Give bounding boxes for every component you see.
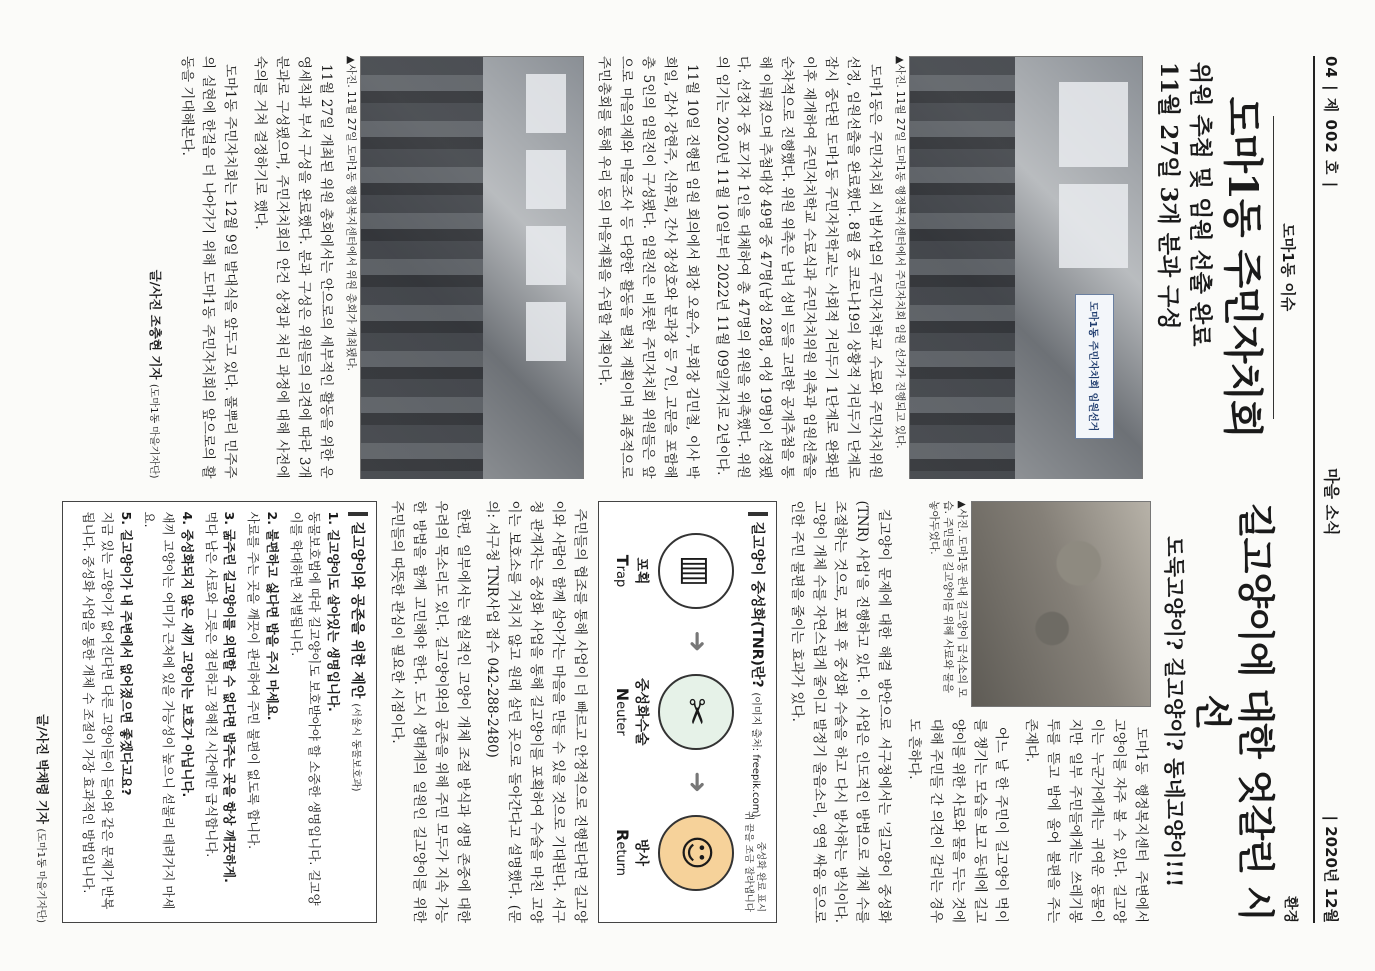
tnr-step-en: Return xyxy=(612,829,632,877)
page-header xyxy=(1313,56,1351,923)
tnr-steps xyxy=(613,512,734,913)
arrow-right-icon: ➜ xyxy=(681,771,712,794)
tnr-step-neuter xyxy=(613,652,734,771)
tip-item: 3. 굶주린 길고양이를 외면할 수 없다면 밥주는 곳을 항상 깨끗하게. 먹다 남은 사료와 그릇은 정리하고 정해진 시간에만 급식합니다. xyxy=(203,511,238,883)
cats-paragraph-d: 주민들의 협조를 통해 사업이 더 빠르고 안정적으로 진행된다면 길고양이와 사람이 함께 살아가는 마을을 만들 수 있을 것으로 기대된다. 서구청 관계자는 중성화 사업을 통해 길고양이를 포획하여 수술을 마친 고양이는 보호소를 거치지 않고 원래 살던 곳으로 돌아간다고 설명했다. (문의: 서구청 TNR사업 접수 042-288-2480) xyxy=(484,500,588,923)
article-kicker: 도마1동 이슈 xyxy=(1273,116,1301,419)
election-banner-text: 도마1동 주민자치회 임원선거 xyxy=(1087,301,1099,432)
byline-affiliation: (도마1동 마을기자단) xyxy=(35,828,47,923)
article-paragraph-1: 도마1동은 주민자치회 시범사업의 주민자치학교 수료와 주민자치위원 선정, 임원선출을 완료했다. 8월 중 코로나19의 상황적 거리두기 단계로 잠시 중단된 도마1동 주민자치학교는 사회적 거리두기 1단계로 완화된 이후 재개하여 주민자치학교 수료식과 주민자치위원 위촉과 임원선출을 순차적으로 진행했다. 위원 위촉은 남녀 성비 등을 고려한 공개추첨을 통해 이뤄졌으며 추첨대상 49명 중 47명(남성 28명, 여성 19명)이 선정됐다. 선정자 중 포기자 1인을 대체하여 총 47명의 위원을 위촉했다. 위원의 임기는 2020년 11월 10일부터 2022년 11월 09일까지로 2년이다. xyxy=(713,56,883,479)
tnr-step-trap xyxy=(613,512,734,631)
arrow-right-icon: ➜ xyxy=(681,630,712,653)
general-meeting-photo xyxy=(360,56,584,479)
article-headline: 도마1동 주민자치회 xyxy=(1219,96,1266,438)
cage-icon: ▥ xyxy=(658,533,734,609)
cat-feeding-photo xyxy=(971,501,1151,707)
article-category: 환경 xyxy=(1282,895,1298,923)
tnr-infobox xyxy=(598,501,777,924)
article-resident-council xyxy=(13,56,1303,479)
cats-paragraph-c: 길고양이 문제에 대한 해결 방안으로 서구청에서는 '길고양이 중성화(TNR) 사업'을 진행하고 있다. 이 사업은 인도적인 방법으로 개체 수를 조절하는 것으로, 포획 후 중성화 수술을 하고 다시 방사하는 방식이다. 고양이 개체 수를 자연스럽게 줄이고 발정기 울음소리, 영역 싸움 등으로 인한 주민 불편을 줄이는 효과가 있다. xyxy=(788,500,893,923)
article-subhead-2: 11월 27일 3개 분과 구성 xyxy=(1155,62,1183,330)
tnr-step-label: 방사 xyxy=(632,838,649,867)
article-subhead-1: 위원 추첨 및 임원 선출 완료 xyxy=(1187,62,1214,347)
tips-title-text: 길고양이와 공존을 위한 제안 xyxy=(349,521,366,699)
cats-headline: 길고양이에 대한 엇갈린 시선 xyxy=(1191,502,1278,921)
cats-paragraph-e: 한편, 일부에서는 현실적인 고양이 개체 조절 방식과 생명 존중에 대한 우려의 목소리도 있다. 길고양이와의 공존을 위해 주민 모두가 지속 가능한 방법을 함께 고민해야 한다. 도시 생태계의 일원인 길고양이를 위한 주민들의 따뜻한 관심이 필요한 시점이다. xyxy=(388,500,471,923)
cats-paragraph-a: 도마1동 행정복지센터 주변에서 고양이를 자주 볼 수 있다. 길고양이는 누군가에게는 귀여운 동물이지만 일부 주민들에게는 쓰레기봉투를 뜯고 밤에 울어 불편을 주는 존재다. xyxy=(1023,718,1149,923)
tnr-step-label: 포획 xyxy=(632,557,649,585)
article-paragraph-2: 11월 10일 진행된 임원 회의에서 회장 오윤수, 부회장 김민철, 이사 박희일, 감사 강현주, 신유희, 간사 장성호와 분과장 등 7인, 고문을 포함해 총 5인의 임원진이 구성됐다. 임원진은 비롯한 주민자치회 위원들은 앞으로 마을의제와 마을조사 등 다양한 활동을 펼쳐 계획이며 최종적으로 주민총회를 통해 우리 동의 마을계획을 수립할 계획이다. xyxy=(596,56,700,479)
tips-title xyxy=(348,512,368,913)
article-paragraph-3: 11월 27일 개최된 위원 총회에서는 안으로의 세부적인 활동을 위한 운영세칙과 부서 구성을 완료했다. 분과 구성은 위원들의 의견에 따라 3개 분과로 구성됐으며, 주민자치회의 안건 상정과 처리 과정에 대해 사전에 숙의를 거쳐 결정하기로 했다. xyxy=(252,56,334,479)
article-byline xyxy=(147,56,165,479)
byline-affiliation: (도마1동 마을기자단) xyxy=(147,383,159,479)
photo-caption-2: ▲사진. 11월 27일 도마1동 행정복지센터에서 위원 총회가 개최됐다. xyxy=(345,56,358,371)
coexistence-tips-box xyxy=(62,501,377,924)
tnr-image-credit: (이미지 출처: freepik.com) xyxy=(749,692,761,818)
cats-paragraph-b: 어느 날 한 주민이 길고양이 먹이를 챙기는 모습을 보고 동네에 길고양이를 위한 사료와 물을 두는 것에 대해 주민들 간 의견이 갈리는 경우도 흔하다. xyxy=(906,718,1010,923)
issue-number: 04 | 제 002 호 | xyxy=(1322,56,1340,189)
tnr-ear-note: 중성화 완료 표시 귀 끝을 조금 잘라냅니다 xyxy=(743,811,766,912)
issue-date: | 2020년 12월 xyxy=(1322,815,1340,923)
tnr-step-en: Neuter xyxy=(612,687,632,736)
byline-author: 글/사진 조충현 기자 xyxy=(147,269,163,380)
tip-item: 5. 길고양이가 내 주변에서 없어졌으면 좋겠다고요? 지금 있는 고양이가 없어진다면 다른 고양이들이 들어와 같은 문제가 반복됩니다. 중성화 사업을 통한 개체 수 조절이 가장 효과적인 방법입니다. xyxy=(81,511,134,910)
cat-icon: ☺ xyxy=(658,815,734,891)
tnr-title-text: 길고양이 중성화(TNR)란? xyxy=(748,521,765,688)
cats-byline xyxy=(34,501,52,924)
vet-icon: ✂ xyxy=(658,674,734,750)
tip-item: 1. 길고양이도 살아있는 생명입니다. 동물보호법에 따라 길고양이도 보호받아야 할 소중한 생명입니다. 길고양이를 학대하면 처벌됩니다. xyxy=(288,511,342,906)
photo-caption-1: ▲사진. 11월 27일 도마1동 행정복지센터에서 주민자치회 임원 선거가 진행되고 있다. xyxy=(894,56,907,449)
article-street-cats xyxy=(13,501,1303,924)
cats-subhead: 도둑고양이? 길고양이? 동네고양이!!! xyxy=(1161,536,1187,888)
article-paragraph-4: 도마1동 주민자치회는 12월 9일 발대식을 앞두고 있다. 풀뿌리 민주주의 실현에 한걸음 더 나아가기 위해 도마1동 주민자치회의 앞으로의 활동을 기대해본다. xyxy=(178,56,239,479)
cats-photo-caption: ▲사진. 도마1동 관내 길고양이 급식소의 모습. 주민들이 길고양이를 위해 사료와 물을 놓아두었다. xyxy=(928,500,968,698)
tnr-step-return xyxy=(613,793,734,912)
tnr-step-en: Trap xyxy=(612,554,632,588)
tip-item: 2. 불편하고 싫다면 밥을 주지 마세요. 사료를 주는 곳을 깨끗이 관리하여 주민 불편이 없도록 합니다. xyxy=(246,511,280,850)
election-photo xyxy=(909,56,1143,479)
tip-item: 4. 중성화되지 않은 새끼 고양이는 보호가 아닙니다. 새끼 고양이는 어미가 근처에 있을 가능성이 높으니 섣불리 데려가지 마세요. xyxy=(142,511,195,910)
byline-author: 글/사진 박채령 기자 xyxy=(35,714,51,825)
section-name: 마을 소식 xyxy=(1322,468,1341,536)
tnr-step-label: 중성화수술 xyxy=(632,677,649,746)
tips-source: (서울시 동물보호과) xyxy=(350,703,362,792)
